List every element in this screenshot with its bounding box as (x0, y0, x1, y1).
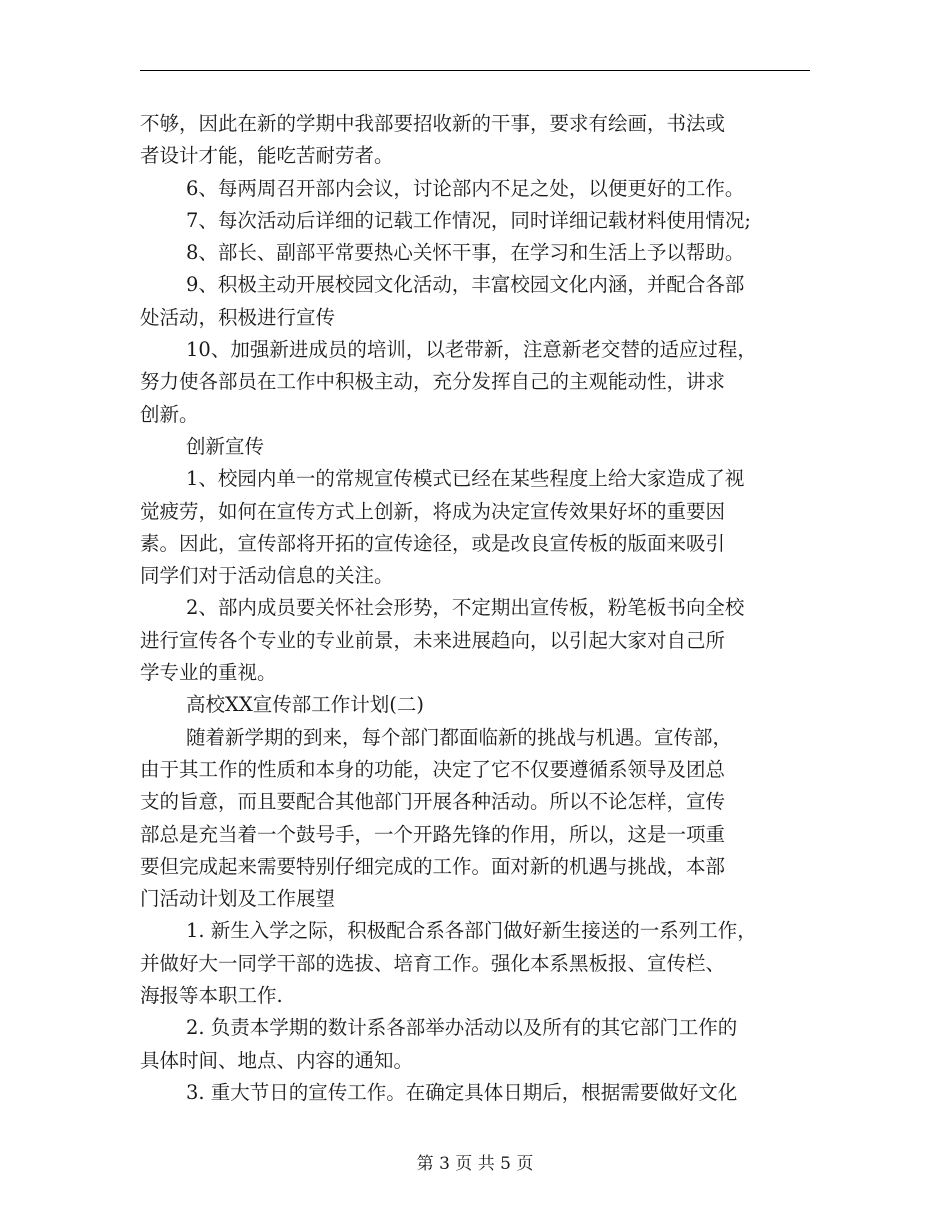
text-line: 者设计才能，能吃苦耐劳者。 (140, 144, 394, 168)
text-line: 觉疲劳，如何在宣传方式上创新，将成为决定宣传效果好坏的重要因 (140, 499, 726, 523)
text-line: 9、积极主动开展校园文化活动，丰富校园文化内涵，并配合各部 (186, 273, 745, 297)
text-line: 部总是充当着一个鼓号手，一个开路先锋的作用，所以，这是一项重 (140, 822, 726, 846)
page-footer: 第 3 页 共 5 页 (416, 1154, 534, 1174)
text-line: 素。因此，宣传部将开拓的宣传途径，或是改良宣传板的版面来吸引 (140, 531, 726, 555)
text-line: 1、校园内单一的常规宣传模式已经在某些程度上给大家造成了视 (186, 467, 745, 491)
text-line: 并做好大一同学干部的选拔、培育工作。强化本系黑板报、宣传栏、 (140, 951, 726, 975)
text-line: 创新。 (140, 402, 199, 426)
text-line: 要但完成起来需要特别仔细完成的工作。面对新的机遇与挑战，本部 (140, 854, 726, 878)
text-line: 不够，因此在新的学期中我部要招收新的干事，要求有绘画，书法或 (140, 112, 726, 135)
text-line: 处活动，积极进行宣传 (140, 305, 336, 329)
text-line: 支的旨意，而且要配合其他部门开展各种活动。所以不论怎样，宣传 (140, 790, 726, 814)
text-line: 高校XX宣传部工作计划(二) (186, 693, 424, 717)
text-line: 10、加强新进成员的培训，以老带新，注意新老交替的适应过程， (186, 338, 757, 362)
text-line: 由于其工作的性质和本身的功能，决定了它不仅要遵循系领导及团总 (140, 757, 726, 781)
text-line: 海报等本职工作. (140, 984, 283, 1008)
text-line: 3. 重大节日的宣传工作。在确定具体日期后，根据需要做好文化 (186, 1080, 738, 1104)
text-line: 具体时间、地点、内容的通知。 (140, 1048, 414, 1072)
text-line: 努力使各部员在工作中积极主动，充分发挥自己的主观能动性，讲求 (140, 370, 726, 394)
text-line: 7、每次活动后详细的记载工作情况，同时详细记载材料使用情况; (186, 208, 751, 232)
text-line: 6、每两周召开部内会议，讨论部内不足之处，以便更好的工作。 (186, 176, 745, 200)
text-line: 进行宣传各个专业的专业前景，未来进展趋向，以引起大家对自己所 (140, 628, 726, 652)
header-rule (140, 70, 810, 71)
text-line: 2. 负责本学期的数计系各部举办活动以及所有的其它部门工作的 (186, 1016, 738, 1040)
text-line: 1. 新生入学之际，积极配合系各部门做好新生接送的一系列工作， (186, 919, 757, 943)
text-line: 8、部长、副部平常要热心关怀干事，在学习和生活上予以帮助。 (186, 241, 745, 265)
text-line: 同学们对于活动信息的关注。 (140, 564, 394, 588)
text-line: 2、部内成员要关怀社会形势，不定期出宣传板，粉笔板书向全校 (186, 596, 745, 620)
document-body (140, 108, 820, 1109)
text-line: 随着新学期的到来，每个部门都面临新的挑战与机遇。宣传部， (186, 725, 733, 749)
text-line: 学专业的重视。 (140, 661, 277, 685)
text-line: 门活动计划及工作展望 (140, 887, 336, 911)
text-line: 创新宣传 (186, 434, 265, 458)
